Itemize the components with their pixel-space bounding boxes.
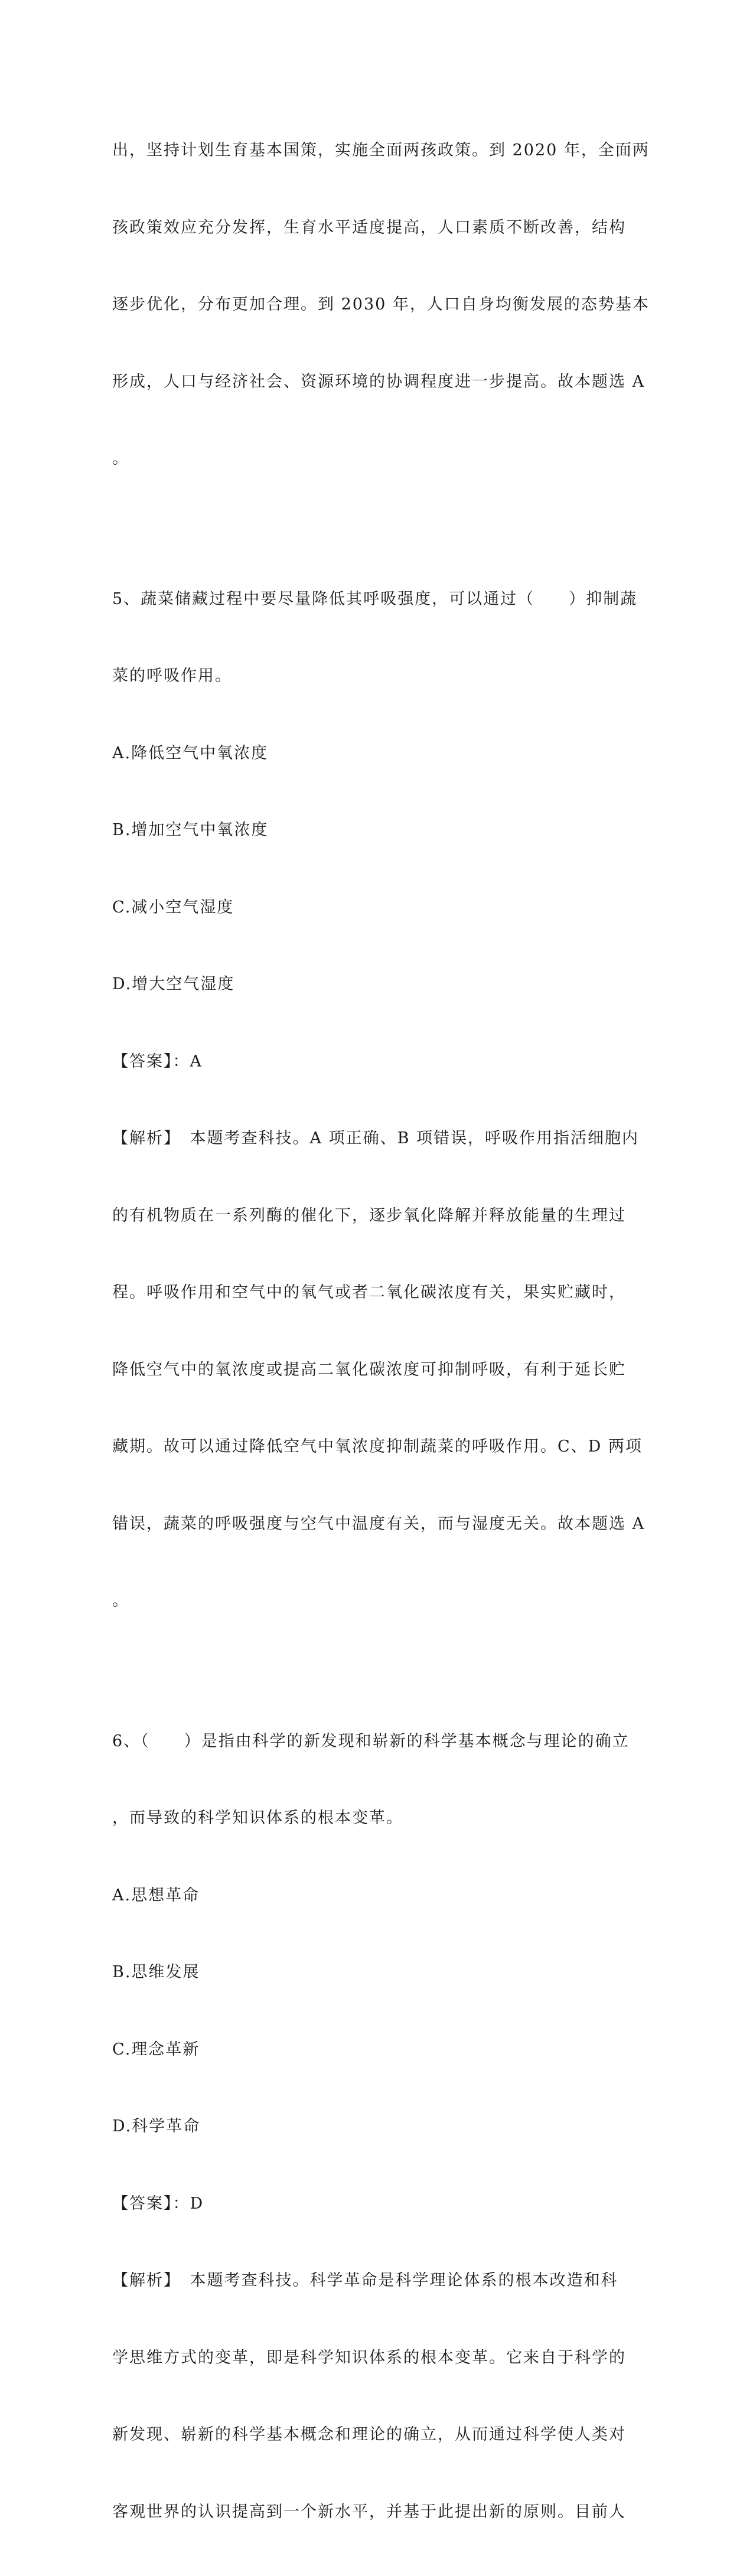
text-line: 逐步优化，分布更加合理。到 2030 年，人口自身均衡发展的态势基本 <box>112 292 644 318</box>
analysis-line: 错误，蔬菜的呼吸强度与空气中温度有关，而与湿度无关。故本题选 A <box>112 1511 644 1537</box>
analysis-line: 降低空气中的氧浓度或提高二氧化碳浓度可抑制呼吸，有利于延长贮 <box>112 1357 644 1383</box>
text-line: 孩政策效应充分发挥，生育水平适度提高，人口素质不断改善，结构 <box>112 215 644 241</box>
question-5 <box>112 535 644 1665</box>
analysis-line: 客观世界的认识提高到一个新水平，并基于此提出新的原则。目前人 <box>112 2499 644 2525</box>
analysis-line: 的有机物质在一系列酶的催化下，逐步氧化降解并释放能量的生理过 <box>112 1203 644 1229</box>
analysis-line: 【解析】 本题考查科技。A 项正确、B 项错误，呼吸作用指活细胞内 <box>112 1126 644 1152</box>
option-a: A.降低空气中氧浓度 <box>112 741 644 767</box>
option-c: C.减小空气湿度 <box>112 895 644 921</box>
question-6 <box>112 1677 644 2576</box>
option-d: D.科学革命 <box>112 2114 644 2140</box>
option-b: B.思维发展 <box>112 1959 644 1985</box>
question-stem-line: 菜的呼吸作用。 <box>112 663 644 689</box>
question-stem-line: 6、（ ）是指由科学的新发现和崭新的科学基本概念与理论的确立 <box>112 1729 644 1755</box>
option-a: A.思想革命 <box>112 1883 644 1909</box>
analysis-line: 【解析】 本题考查科技。科学革命是科学理论体系的根本改造和科 <box>112 2268 644 2294</box>
intro-paragraph <box>112 86 644 523</box>
analysis-line: 藏期。故可以通过降低空气中氧浓度抑制蔬菜的呼吸作用。C、D 两项 <box>112 1434 644 1460</box>
analysis-line: 。 <box>112 1588 644 1614</box>
question-stem-line: 5、蔬菜储藏过程中要尽量降低其呼吸强度，可以通过（ ）抑制蔬 <box>112 586 644 612</box>
text-line: 。 <box>112 446 644 472</box>
analysis-line: 新发现、崭新的科学基本概念和理论的确立，从而通过科学使人类对 <box>112 2422 644 2448</box>
document-body <box>112 86 644 2576</box>
answer-line: 【答案】：D <box>112 2191 644 2217</box>
option-b: B.增加空气中氧浓度 <box>112 817 644 843</box>
question-stem-line: ，而导致的科学知识体系的根本变革。 <box>112 1805 644 1831</box>
document-page <box>0 0 753 974</box>
answer-line: 【答案】：A <box>112 1049 644 1075</box>
option-c: C.理念革新 <box>112 2037 644 2063</box>
text-line: 出，坚持计划生育基本国策，实施全面两孩政策。到 2020 年，全面两 <box>112 138 644 164</box>
option-d: D.增大空气湿度 <box>112 971 644 997</box>
text-line: 形成，人口与经济社会、资源环境的协调程度进一步提高。故本题选 A <box>112 369 644 395</box>
analysis-line: 学思维方式的变革，即是科学知识体系的根本变革。它来自于科学的 <box>112 2345 644 2371</box>
analysis-line: 程。呼吸作用和空气中的氧气或者二氧化碳浓度有关，果实贮藏时， <box>112 1280 644 1306</box>
